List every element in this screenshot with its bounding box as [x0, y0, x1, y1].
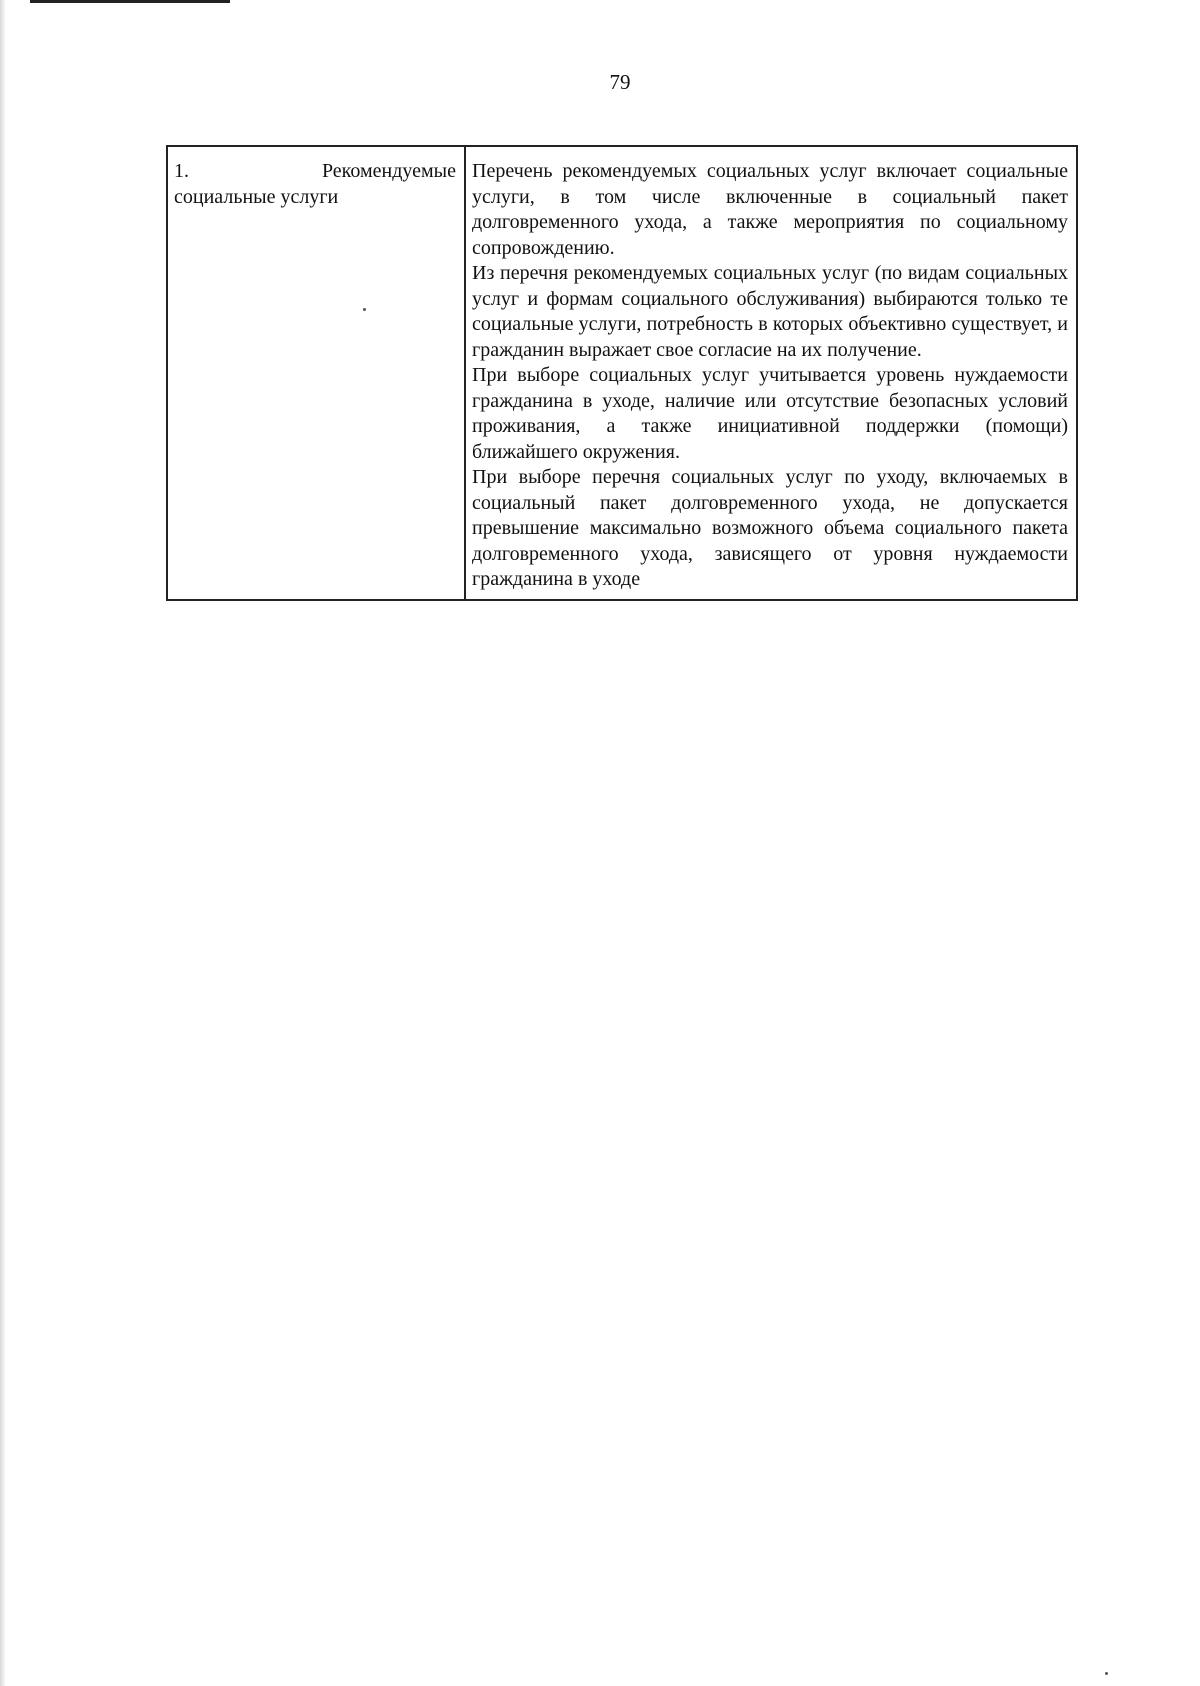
top-rule-line — [30, 0, 230, 3]
scan-edge-shadow — [0, 0, 6, 1686]
description-paragraph: Перечень рекомендуемых социальных услуг включает социальные услуги, в том числе включенные в социальный пакет долговременного ухода, а также мероприятия по социальному сопровождению. — [472, 160, 1068, 259]
description-paragraph: При выборе перечня социальных услуг по уходу, включаемых в социальный пакет долговременного ухода, не допускается превышение максимально возможного объема социального пакета долговременного ухода, зависящего от уровня нуждаемости гражданина в уходе — [472, 466, 1068, 590]
scan-speck — [1105, 1672, 1108, 1675]
description-paragraph: При выборе социальных услуг учитывается уровень нуждаемости гражданина в уходе, наличие или отсутствие безопасных условий проживания, а также инициативной поддержки (помощи) ближайшего окружения. — [472, 364, 1068, 463]
row-title-first-line — [174, 159, 456, 185]
row-number: 1. — [174, 160, 189, 182]
table-row — [167, 146, 1077, 600]
row-title-word: Рекомендуемые — [321, 160, 456, 182]
services-table — [166, 145, 1078, 601]
row-title-rest: социальные услуги — [174, 185, 339, 208]
scan-speck — [363, 308, 366, 311]
page-number: 79 — [609, 70, 631, 94]
row-description-cell — [465, 146, 1077, 600]
description-paragraph: Из перечня рекомендуемых социальных услуг (по видам социальных услуг и формам социального обслуживания) выбираются только те социальные услуги, потребность в которых объективно существует, и гражданин выражает свое согласие на их получение. — [472, 262, 1068, 361]
row-title-cell — [167, 146, 465, 600]
